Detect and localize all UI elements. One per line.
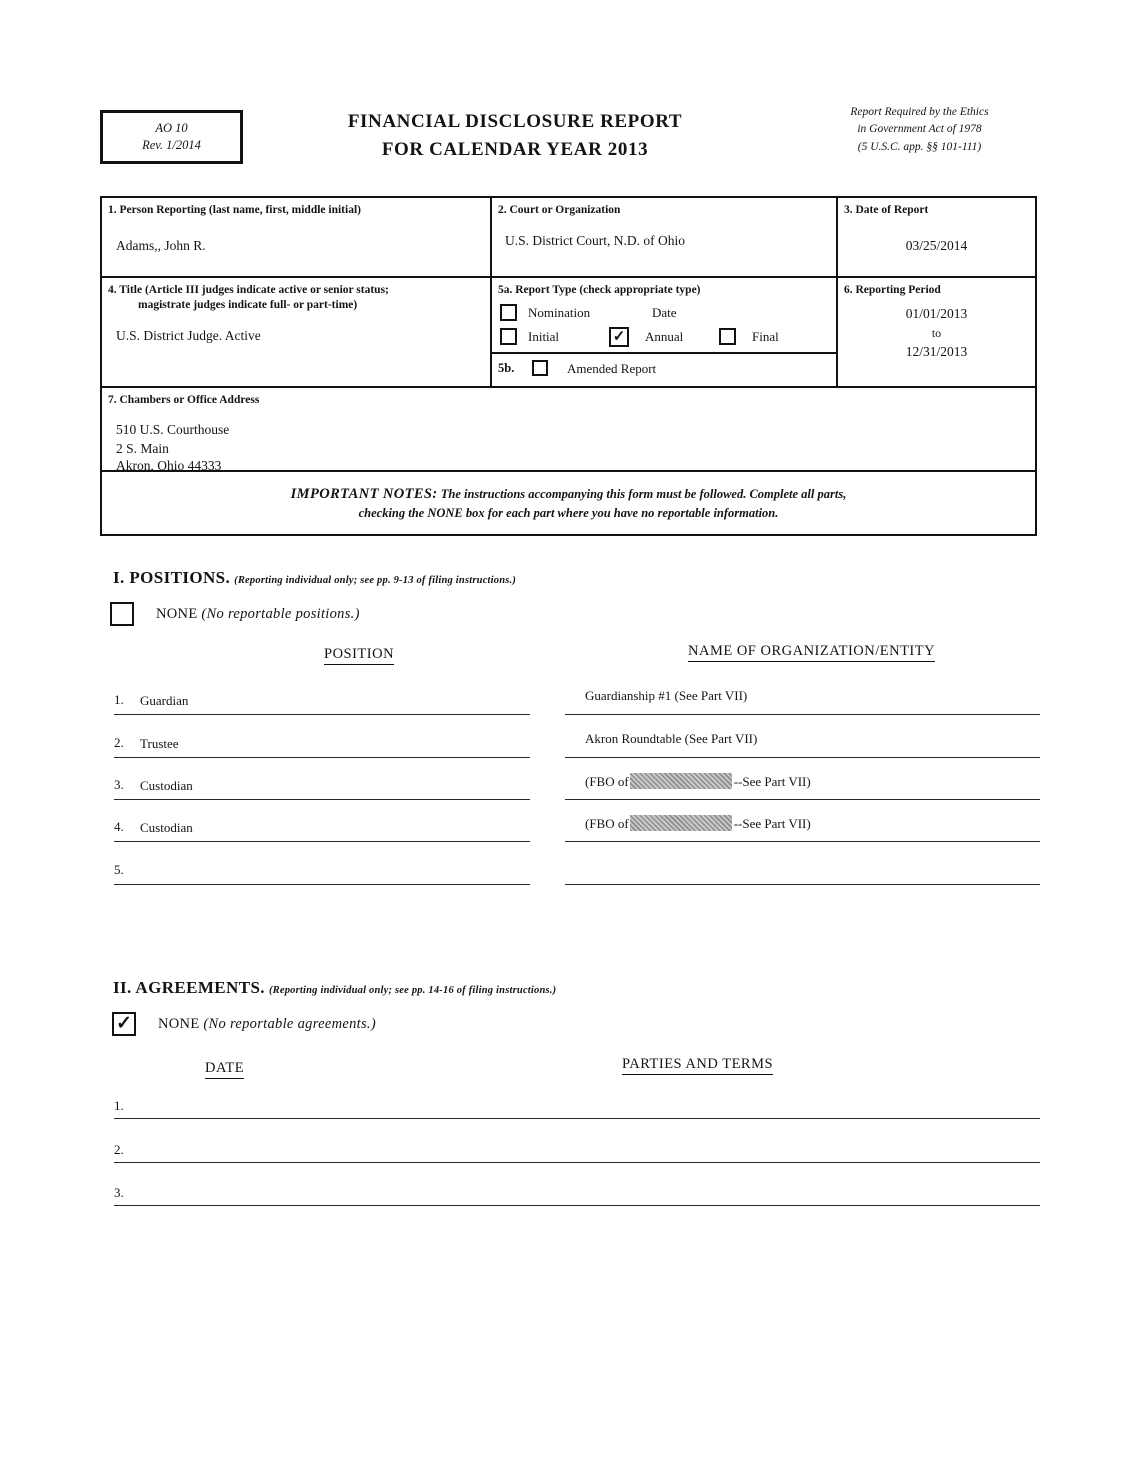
report-required-note: Report Required by the Ethics in Government Act of 1978 (5 U.S.C. app. §§ 101-111) <box>850 106 989 153</box>
final-checkbox[interactable] <box>719 328 736 345</box>
positions-row-3 <box>100 774 1045 817</box>
organization-underline <box>565 799 1040 800</box>
nomination-date-label: Date <box>652 305 677 320</box>
check-mark: ✓ <box>116 1013 132 1034</box>
position-underline <box>114 714 530 715</box>
positions-section-heading <box>113 568 516 588</box>
final-label: Final <box>752 329 779 344</box>
initial-label: Initial <box>528 329 560 344</box>
positions-row-4 <box>100 816 1045 859</box>
row-number: 2. <box>114 735 124 750</box>
organization-underline <box>565 757 1040 758</box>
page-title <box>300 108 730 163</box>
title-value: U.S. District Judge. Active <box>116 328 261 343</box>
position-underline <box>114 757 530 758</box>
organization-value: Akron Roundtable (See Part VII) <box>585 731 758 746</box>
redaction-block <box>630 815 732 831</box>
row-number: 5. <box>114 862 124 877</box>
date-of-report-value: 03/25/2014 <box>905 237 968 253</box>
field-person-reporting <box>102 198 492 278</box>
agreements-none-checkbox[interactable] <box>112 1012 136 1036</box>
organization-value: Guardianship #1 (See Part VII) <box>585 688 748 703</box>
agreements-none-row <box>112 1012 376 1036</box>
organization-underline <box>565 714 1040 715</box>
position-value: Trustee <box>140 736 179 751</box>
important-notes <box>102 472 1035 534</box>
nomination-label: Nomination <box>528 305 591 320</box>
agreements-none-label: NONE (No reportable agreements.) <box>158 1015 376 1032</box>
position-underline <box>114 884 530 885</box>
positions-heading-note: (Reporting individual only; see pp. 9-13 of filing instructions.) <box>234 575 517 586</box>
address-line1: 510 U.S. Courthouse <box>116 422 230 437</box>
check-mark: ✓ <box>612 329 626 345</box>
field-label: 2. Court or Organization <box>498 204 621 216</box>
positions-col-organization: NAME OF ORGANIZATION/ENTITY <box>688 643 935 662</box>
field-court-organization <box>492 198 838 278</box>
field-label-line2: magistrate judges indicate full- or part-time) <box>138 298 358 311</box>
position-value: Custodian <box>140 778 193 793</box>
agreements-row-2 <box>100 1142 1045 1182</box>
agreements-row-1 <box>100 1098 1045 1138</box>
reporting-period-to: 12/31/2013 <box>905 343 968 359</box>
important-notes-text1: The instructions accompanying this form must be followed. Complete all parts, <box>440 487 847 501</box>
initial-checkbox[interactable] <box>500 328 517 345</box>
positions-row-5 <box>100 862 1045 902</box>
agreements-row-3 <box>100 1185 1045 1225</box>
positions-row-2 <box>100 731 1045 775</box>
agreements-col-date: DATE <box>205 1060 244 1079</box>
amended-report-label: Amended Report <box>567 361 657 376</box>
organization-value: (FBO of --See Part VII) <box>585 816 811 831</box>
positions-none-checkbox[interactable] <box>110 602 134 626</box>
position-value: Guardian <box>140 693 189 708</box>
person-reporting-value: Adams,, John R. <box>116 238 206 253</box>
row-number: 4. <box>114 819 124 834</box>
agreement-underline <box>114 1162 1040 1163</box>
page-title-line1: FINANCIAL DISCLOSURE REPORT <box>347 111 683 132</box>
field-report-type <box>492 278 838 354</box>
organization-underline <box>565 841 1040 842</box>
positions-none-row <box>110 602 360 626</box>
reporting-period-to-word: to <box>931 325 942 340</box>
position-value: Custodian <box>140 820 193 835</box>
field-amended-report <box>492 354 838 388</box>
field-label: 6. Reporting Period <box>844 284 941 296</box>
agreements-section-heading <box>113 978 556 998</box>
field-title <box>102 278 492 388</box>
field-label: 5b. <box>498 361 515 375</box>
row-number: 2. <box>114 1142 124 1157</box>
agreement-underline <box>114 1205 1040 1206</box>
positions-col-position: POSITION <box>324 646 394 665</box>
positions-row-1 <box>100 688 1045 732</box>
reporting-period-from: 01/01/2013 <box>905 305 968 321</box>
row-number: 3. <box>114 1185 124 1200</box>
important-notes-lead: IMPORTANT NOTES: <box>290 486 438 502</box>
positions-none-label: NONE (No reportable positions.) <box>156 605 360 622</box>
organization-underline <box>565 884 1040 885</box>
address-line3: Akron, Ohio 44333 <box>116 458 222 473</box>
redaction-block <box>630 773 732 789</box>
page-title-line2: FOR CALENDAR YEAR 2013 <box>381 138 649 160</box>
court-organization-value: U.S. District Court, N.D. of Ohio <box>505 233 685 248</box>
field-label: 3. Date of Report <box>844 204 929 216</box>
agreement-underline <box>114 1118 1040 1119</box>
field-label: 7. Chambers or Office Address <box>108 394 260 406</box>
amended-report-checkbox[interactable] <box>532 360 548 376</box>
field-label-line1: 4. Title (Article III judges indicate active or senior status; <box>108 284 389 296</box>
important-notes-text2: checking the NONE box for each part where you have no reportable information. <box>358 506 779 520</box>
form-code: AO 10 <box>155 121 188 136</box>
positions-heading: I. POSITIONS. <box>113 568 231 587</box>
organization-value: (FBO of --See Part VII) <box>585 774 811 789</box>
field-label: 1. Person Reporting (last name, first, middle initial) <box>108 204 361 216</box>
field-date-of-report <box>838 198 1035 278</box>
agreements-col-parties: PARTIES AND TERMS <box>622 1056 773 1075</box>
nomination-checkbox[interactable] <box>500 304 517 321</box>
row-number: 3. <box>114 777 124 792</box>
field-label: 5a. Report Type (check appropriate type) <box>498 284 701 296</box>
position-underline <box>114 841 530 842</box>
form-code-box <box>100 110 243 164</box>
field-reporting-period <box>838 278 1035 388</box>
field-chambers-address <box>102 388 1035 472</box>
agreements-heading-note: (Reporting individual only; see pp. 14-16 of filing instructions.) <box>268 985 557 996</box>
annual-checkbox[interactable] <box>609 327 629 347</box>
row-number: 1. <box>114 692 124 707</box>
form-header-table <box>100 196 1037 536</box>
agreements-heading: II. AGREEMENTS. <box>113 978 265 997</box>
form-revision: Rev. 1/2014 <box>142 138 201 152</box>
position-underline <box>114 799 530 800</box>
row-number: 1. <box>114 1098 124 1113</box>
address-line2: 2 S. Main <box>116 441 169 456</box>
annual-label: Annual <box>645 329 684 344</box>
